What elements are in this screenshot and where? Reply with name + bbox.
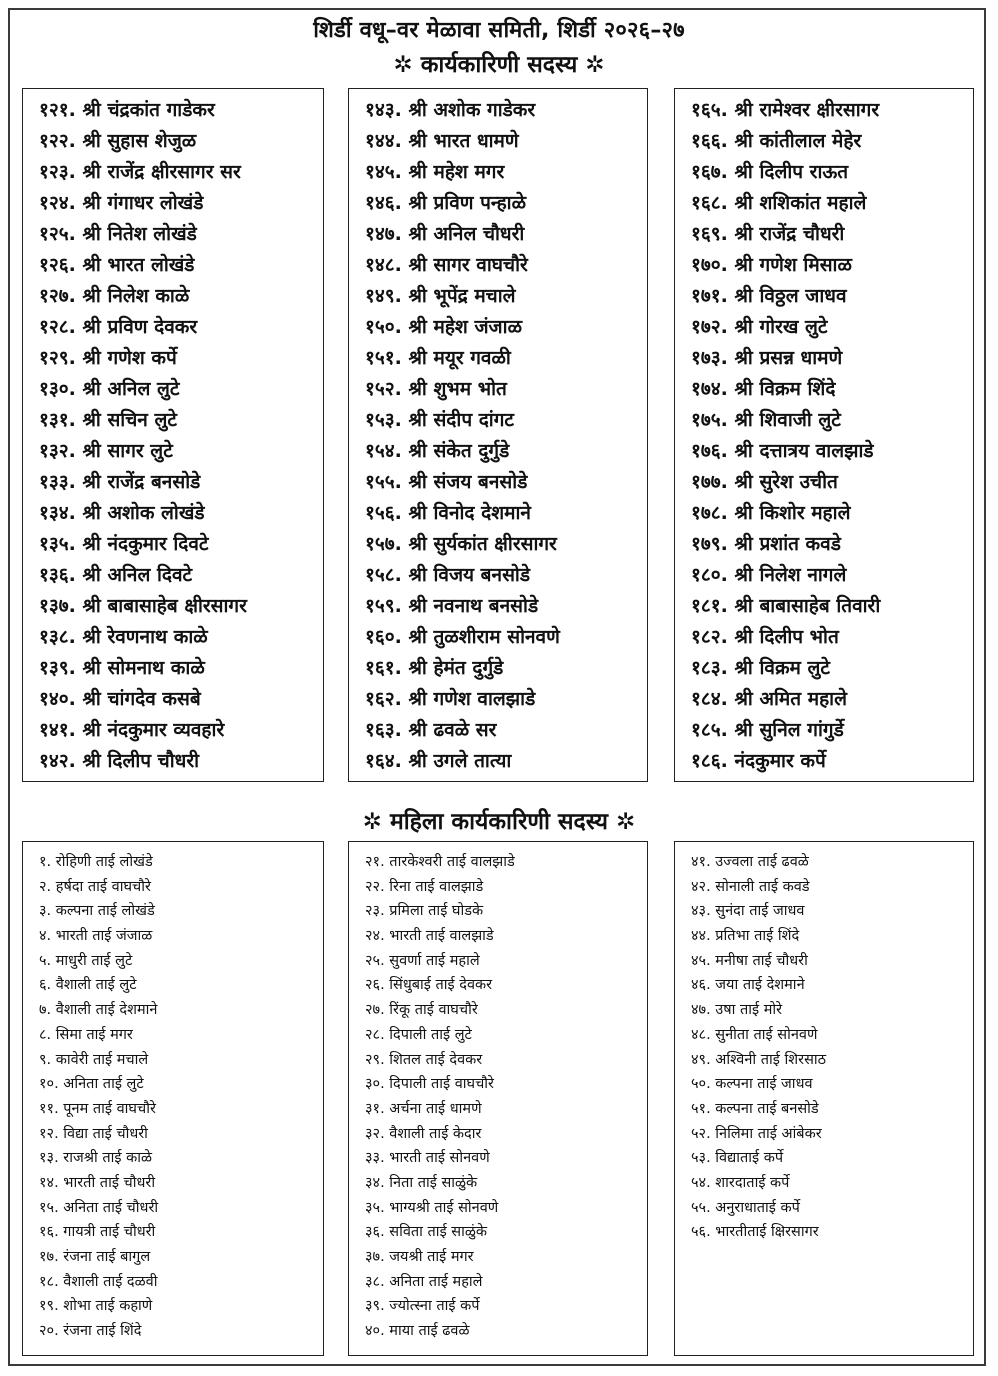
executive-column-2: [348, 88, 648, 782]
member-list-item: १७६. श्री दत्तात्रय वालझाडे: [691, 440, 874, 462]
member-list-item: १६४. श्री उगले तात्या: [365, 750, 512, 772]
executive-column-1: [22, 88, 324, 782]
member-list-item: १५०. श्री महेश जंजाळ: [365, 316, 523, 338]
member-list-item: ३६. सविता ताई साळुंके: [365, 1224, 488, 1241]
member-list-item: १२२. श्री सुहास शेजुळ: [39, 130, 197, 152]
member-list-item: ५६. भारतीताई क्षिरसागर: [691, 1224, 819, 1241]
member-list-item: ३८. अनिता ताई महाले: [365, 1273, 483, 1290]
member-list-item: ३७. जयश्री ताई मगर: [365, 1249, 474, 1265]
member-list-item: २९. शितल ताई देवकर: [365, 1051, 483, 1068]
executive-heading: ✲ कार्यकारिणी सदस्य ✲: [393, 52, 605, 78]
member-list-item: २०. रंजना ताई शिंदे: [39, 1323, 142, 1340]
member-list-item: १५. अनिता ताई चौधरी: [39, 1199, 159, 1216]
member-list-item: १४४. श्री भारत धामणे: [365, 130, 519, 152]
member-list-item: १५१. श्री मयूर गवळी: [365, 347, 511, 369]
member-list-item: ६. वैशाली ताई लुटे: [39, 977, 137, 994]
member-list-item: २१. तारकेश्वरी ताई वालझाडे: [365, 854, 515, 870]
member-list-item: ३९. ज्योत्स्ना ताई कर्पे: [365, 1298, 480, 1315]
member-list-item: १६३. श्री ढवळे सर: [365, 719, 497, 741]
member-list-item: १७०. श्री गणेश मिसाळ: [691, 254, 852, 276]
member-list-item: १५४. श्री संकेत दुर्गुडे: [365, 440, 510, 462]
member-list-item: ४. भारती ताई जंजाळ: [39, 928, 153, 945]
member-list-item: ४८. सुनीता ताई सोनवणे: [691, 1026, 818, 1043]
member-list-item: १५५. श्री संजय बनसोडे: [365, 471, 528, 493]
member-list-item: १६७. श्री दिलीप राऊत: [691, 161, 849, 183]
member-list-item: ४९. अश्विनी ताई शिरसाठ: [691, 1051, 827, 1068]
member-list-item: १५८. श्री विजय बनसोडे: [365, 564, 531, 586]
member-list-item: ३४. निता ताई साळुंके: [365, 1174, 478, 1191]
member-list-item: ५०. कल्पना ताई जाधव: [691, 1076, 813, 1093]
member-list-item: ७. वैशाली ताई देशमाने: [39, 1002, 158, 1019]
member-list-item: १२. विद्या ताई चौधरी: [39, 1125, 148, 1142]
member-list-item: १८१. श्री बाबासाहेब तिवारी: [691, 595, 881, 617]
member-list-item: १३८. श्री रेवणनाथ काळे: [39, 626, 208, 648]
member-list-item: १४१. श्री नंदकुमार व्यवहारे: [39, 719, 225, 741]
member-list-item: ४३. सुनंदा ताई जाधव: [691, 903, 805, 920]
member-list-item: १६५. श्री रामेश्वर क्षीरसागर: [691, 99, 880, 121]
member-list-item: १३२. श्री सागर लुटे: [39, 440, 173, 462]
member-list-item: १३४. श्री अशोक लोखंडे: [39, 502, 205, 524]
member-list-item: १२४. श्री गंगाधर लोखंडे: [39, 192, 204, 214]
member-list-item: १३९. श्री सोमनाथ काळे: [39, 657, 205, 679]
member-list-item: २३. प्रमिला ताई घोडके: [365, 903, 484, 920]
member-list-item: १८५. श्री सुनिल गांगुर्डे: [691, 719, 844, 741]
member-list-item: १४६. श्री प्रविण पन्हाळे: [365, 192, 527, 214]
member-list-item: १५३. श्री संदीप दांगट: [365, 409, 515, 431]
member-list-item: २५. सुवर्णा ताई महाले: [365, 952, 480, 969]
member-list-item: ३०. दिपाली ताई वाघचौरे: [365, 1076, 494, 1093]
member-list-item: ५. माधुरी ताई लुटे: [39, 952, 133, 969]
member-list-item: ३२. वैशाली ताई केदार: [365, 1125, 482, 1142]
member-list-item: १८३. श्री विक्रम लुटे: [691, 657, 830, 679]
member-list-item: १३७. श्री बाबासाहेब क्षीरसागर: [39, 595, 247, 617]
member-list-item: ५२. निलिमा ताई आंबेकर: [691, 1125, 822, 1142]
member-list-item: ८. सिमा ताई मगर: [39, 1026, 133, 1043]
member-list-item: १४२. श्री दिलीप चौधरी: [39, 750, 200, 772]
member-list-item: २. हर्षदा ताई वाघचौरे: [39, 878, 151, 895]
member-list-item: १२८. श्री प्रविण देवकर: [39, 316, 198, 338]
member-list-item: ११. पूनम ताई वाघचौरे: [39, 1100, 156, 1117]
member-list-item: १२५. श्री नितेश लोखंडे: [39, 223, 197, 245]
member-list-item: १६१. श्री हेमंत दुर्गुडे: [365, 657, 504, 679]
member-list-item: १७९. श्री प्रशांत कवडे: [691, 533, 841, 555]
member-list-item: २६. सिंधुबाई ताई देवकर: [365, 977, 493, 994]
member-list-item: १५६. श्री विनोद देशमाने: [365, 502, 531, 524]
member-list-item: १८२. श्री दिलीप भोत: [691, 626, 839, 648]
member-list-item: २८. दिपाली ताई लुटे: [365, 1026, 472, 1043]
member-list-item: ५५. अनुराधाताई कर्पे: [691, 1199, 800, 1216]
member-list-item: २२. रिना ताई वालझाडे: [365, 878, 484, 895]
member-list-item: २४. भारती ताई वालझाडे: [365, 928, 494, 945]
member-list-item: १४८. श्री सागर वाघचौरे: [365, 254, 528, 276]
member-list-item: ५३. विद्याताई कर्पे: [691, 1150, 784, 1167]
member-list-item: १३. राजश्री ताई काळे: [39, 1150, 153, 1167]
member-list-item: १४९. श्री भूपेंद्र मचाले: [365, 285, 516, 307]
member-list-item: १४०. श्री चांगदेव कसबे: [39, 688, 201, 710]
member-list-item: १७३. श्री प्रसन्न धामणे: [691, 347, 843, 369]
member-list-item: ५४. शारदाताई कर्पे: [691, 1174, 790, 1191]
member-list-item: १२३. श्री राजेंद्र क्षीरसागर सर: [39, 161, 241, 183]
member-list-item: २७. रिंकू ताई वाघचौरे: [365, 1002, 478, 1019]
member-list-item: १८०. श्री निलेश नागले: [691, 564, 847, 586]
member-list-item: १७७. श्री सुरेश उचीत: [691, 471, 838, 493]
member-list-item: १०. अनिता ताई लुटे: [39, 1076, 144, 1093]
member-list-item: १८. वैशाली ताई दळवी: [39, 1273, 158, 1290]
member-list-item: १३०. श्री अनिल लुटे: [39, 378, 180, 400]
member-list-item: १७५. श्री शिवाजी लुटे: [691, 409, 841, 431]
member-list-item: १५७. श्री सुर्यकांत क्षीरसागर: [365, 533, 557, 555]
member-list-item: १७१. श्री विठ्ठल जाधव: [691, 285, 847, 307]
member-list-item: १६२. श्री गणेश वालझाडे: [365, 688, 536, 710]
member-list-item: १६६. श्री कांतीलाल मेहेर: [691, 130, 862, 152]
member-list-item: ३१. अर्चना ताई धामणे: [365, 1100, 482, 1117]
member-list-item: १८४. श्री अमित महाले: [691, 688, 847, 710]
member-list-item: १२१. श्री चंद्रकांत गाडेकर: [39, 99, 215, 121]
member-list-item: १८६. नंदकुमार कर्पे: [691, 750, 826, 772]
member-list-item: १६०. श्री तुळशीराम सोनवणे: [365, 626, 560, 648]
member-list-item: ४५. मनीषा ताई चौधरी: [691, 952, 808, 969]
member-list-item: १३६. श्री अनिल दिवटे: [39, 564, 193, 586]
member-list-item: ४४. प्रतिभा ताई शिंदे: [691, 928, 800, 945]
member-list-item: १६. गायत्री ताई चौधरी: [39, 1224, 156, 1241]
member-list-item: ३५. भाग्यश्री ताई सोनवणे: [365, 1199, 499, 1216]
member-list-item: ४१. उज्वला ताई ढवळे: [691, 854, 809, 870]
member-list-item: १७. रंजना ताई बागुल: [39, 1249, 151, 1265]
member-list-item: १४३. श्री अशोक गाडेकर: [365, 99, 536, 121]
member-list-item: १६८. श्री शशिकांत महाले: [691, 192, 867, 214]
member-list-item: १३५. श्री नंदकुमार दिवटे: [39, 533, 209, 555]
member-list-item: १२७. श्री निलेश काळे: [39, 285, 190, 307]
member-list-item: १२६. श्री भारत लोखंडे: [39, 254, 195, 276]
member-list-item: १२९. श्री गणेश कर्पे: [39, 347, 177, 369]
member-list-item: १५२. श्री शुभम भोत: [365, 378, 507, 400]
women-column-2: [348, 841, 648, 1356]
member-list-item: ४६. जया ताई देशमाने: [691, 977, 805, 994]
member-list-item: ९. कावेरी ताई मचाले: [39, 1051, 149, 1068]
member-list-item: ३. कल्पना ताई लोखंडे: [39, 903, 155, 920]
member-list-item: १४५. श्री महेश मगर: [365, 161, 505, 183]
executive-column-3: [674, 88, 974, 782]
member-list-item: ३३. भारती ताई सोनवणे: [365, 1150, 490, 1167]
member-list-item: १३१. श्री सचिन लुटे: [39, 409, 177, 431]
member-list-item: १७२. श्री गोरख लुटे: [691, 316, 828, 338]
member-list-item: ४७. उषा ताई मोरे: [691, 1002, 783, 1019]
page-title: शिर्डी वधू–वर मेळावा समिती, शिर्डी २०२६–२७: [313, 18, 685, 43]
member-list-item: १. रोहिणी ताई लोखंडे: [39, 854, 153, 870]
member-list-item: १६९. श्री राजेंद्र चौधरी: [691, 223, 845, 245]
member-list-item: १३३. श्री राजेंद्र बनसोडे: [39, 471, 201, 493]
member-list-item: १४. भारती ताई चौधरी: [39, 1174, 156, 1191]
member-list-item: ४०. माया ताई ढवळे: [365, 1323, 470, 1340]
member-list-item: १९. शोभा ताई कहाणे: [39, 1298, 153, 1315]
member-list-item: १५९. श्री नवनाथ बनसोडे: [365, 595, 539, 617]
member-list-item: ४२. सोनाली ताई कवडे: [691, 878, 810, 895]
women-heading: ✲ महिला कार्यकारिणी सदस्य ✲: [362, 809, 636, 835]
women-column-1: [22, 841, 324, 1356]
women-column-3: [674, 841, 974, 1356]
member-list-item: ५१. कल्पना ताई बनसोडे: [691, 1100, 819, 1117]
member-list-item: १४७. श्री अनिल चौधरी: [365, 223, 525, 245]
member-list-item: १७४. श्री विक्रम शिंदे: [691, 378, 836, 400]
member-list-item: १७८. श्री किशोर महाले: [691, 502, 851, 524]
